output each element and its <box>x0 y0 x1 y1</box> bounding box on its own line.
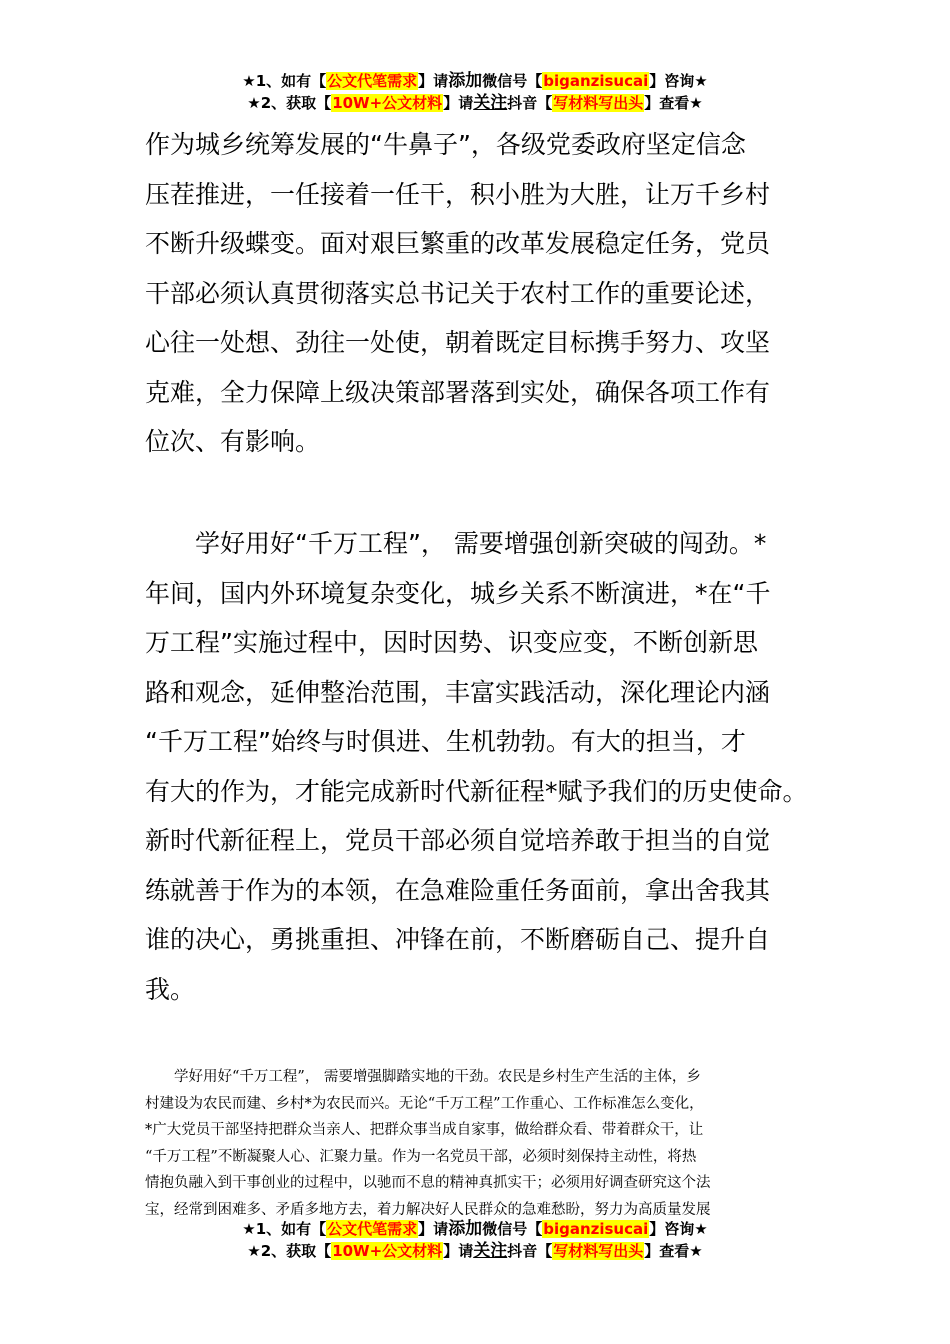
bottom-banner <box>0 1218 950 1262</box>
banner-text: 关注 <box>473 1241 508 1261</box>
text-line: 克难，全力保障上级决策部署落到实处，确保各项工作有 <box>145 377 771 407</box>
banner-text: 关注 <box>473 93 508 113</box>
banner-text: 】查看★ <box>644 94 703 112</box>
banner-text: ★1、如有【 <box>242 1220 327 1238</box>
banner-line-1 <box>0 1218 950 1240</box>
banner-text: 】请 <box>443 1242 474 1260</box>
paragraph-3 <box>145 1064 810 1223</box>
banner-text: ★2、获取【 <box>247 94 332 112</box>
banner-highlight: 写材料写出头 <box>553 1242 644 1260</box>
text-line: 年间，国内外环境复杂变化，城乡关系不断演进，*在“千 <box>145 578 771 608</box>
text-line: 学好用好“千万工程”， 需要增强脚踏实地的干劲。农民是乡村生产生活的主体，乡 <box>145 1069 701 1085</box>
banner-text: 】查看★ <box>644 1242 703 1260</box>
text-line: 位次、有影响。 <box>145 427 321 456</box>
banner-line-2 <box>0 1240 950 1262</box>
banner-text: 微信号【 <box>482 1220 543 1238</box>
banner-text: 】请 <box>418 1220 449 1238</box>
paragraph-2 <box>145 519 820 1014</box>
banner-highlight: 写材料写出头 <box>553 94 644 112</box>
banner-text: 添加 <box>448 1219 483 1239</box>
text-line: 干部必须认真贯彻落实总书记关于农村工作的重要论述， <box>145 278 771 308</box>
text-line: 有大的作为，才能完成新时代新征程*赋予我们的历史使命。 <box>145 776 808 806</box>
text-line: 万工程”实施过程中，因时因势、识变应变，不断创新思 <box>145 628 758 657</box>
text-line: “千万工程”不断凝聚人心、汇聚力量。作为一名党员干部，必须时刻保持主动性，将热 <box>145 1148 697 1165</box>
banner-text: ★1、如有【 <box>242 72 327 90</box>
banner-highlight: biganzisucai <box>543 72 649 90</box>
text-line: 宝，经常到困难多、矛盾多地方去，着力解决好人民群众的急难愁盼，努力为高质量发展 <box>145 1201 711 1218</box>
text-line: 心往一处想、劲往一处使，朝着既定目标携手努力、攻坚 <box>145 328 771 357</box>
banner-text: ★2、获取【 <box>247 1242 332 1260</box>
banner-text: 】请 <box>418 72 449 90</box>
banner-text: 添加 <box>448 71 483 91</box>
banner-highlight: 公文代笔需求 <box>327 1220 418 1238</box>
banner-highlight: biganzisucai <box>543 1220 649 1238</box>
text-line: 谁的决心，勇挑重担、冲锋在前，不断磨砺自己、提升自 <box>145 925 771 954</box>
banner-text: 抖音【 <box>507 94 553 112</box>
banner-highlight: 10W+公文材料 <box>332 1242 443 1260</box>
banner-highlight: 公文代笔需求 <box>327 72 418 90</box>
banner-line-2 <box>0 92 950 114</box>
banner-text: 抖音【 <box>507 1242 553 1260</box>
banner-text: 】咨询★ <box>649 1220 708 1238</box>
banner-line-1 <box>0 70 950 92</box>
paragraph-1 <box>145 120 820 467</box>
text-line: 不断升级蝶变。面对艰巨繁重的改革发展稳定任务，党员 <box>145 229 771 258</box>
text-line: 路和观念，延伸整治范围，丰富实践活动，深化理论内涵 <box>145 677 771 707</box>
text-line: *广大党员干部坚持把群众当亲人、把群众事当成自家事，做给群众看、带着群众干，让 <box>145 1122 704 1138</box>
text-line: “千万工程”始终与时俱进、生机勃勃。有大的担当，才 <box>145 727 746 756</box>
top-banner <box>0 70 950 114</box>
text-line: 作为城乡统筹发展的“牛鼻子”，各级党委政府坚定信念 <box>145 130 746 159</box>
banner-text: 】咨询★ <box>649 72 708 90</box>
banner-text: 】请 <box>443 94 474 112</box>
text-line: 压茬推进，一任接着一任干，积小胜为大胜，让万千乡村 <box>145 179 771 209</box>
text-line: 村建设为农民而建、乡村*为农民而兴。无论“千万工程”工作重心、工作标准怎么变化， <box>145 1095 704 1112</box>
text-line: 情抱负融入到干事创业的过程中，以驰而不息的精神真抓实干；必须用好调查研究这个法 <box>145 1175 711 1191</box>
text-line: 新时代新征程上，党员干部必须自觉培养敢于担当的自觉 <box>145 826 771 855</box>
text-line: 练就善于作为的本领，在急难险重任务面前，拿出舍我其 <box>145 875 771 905</box>
text-line: 学好用好“千万工程”， 需要增强创新突破的闯劲。* <box>145 529 767 558</box>
banner-highlight: 10W+公文材料 <box>332 94 443 112</box>
banner-text: 微信号【 <box>482 72 543 90</box>
text-line: 我。 <box>145 974 196 1004</box>
